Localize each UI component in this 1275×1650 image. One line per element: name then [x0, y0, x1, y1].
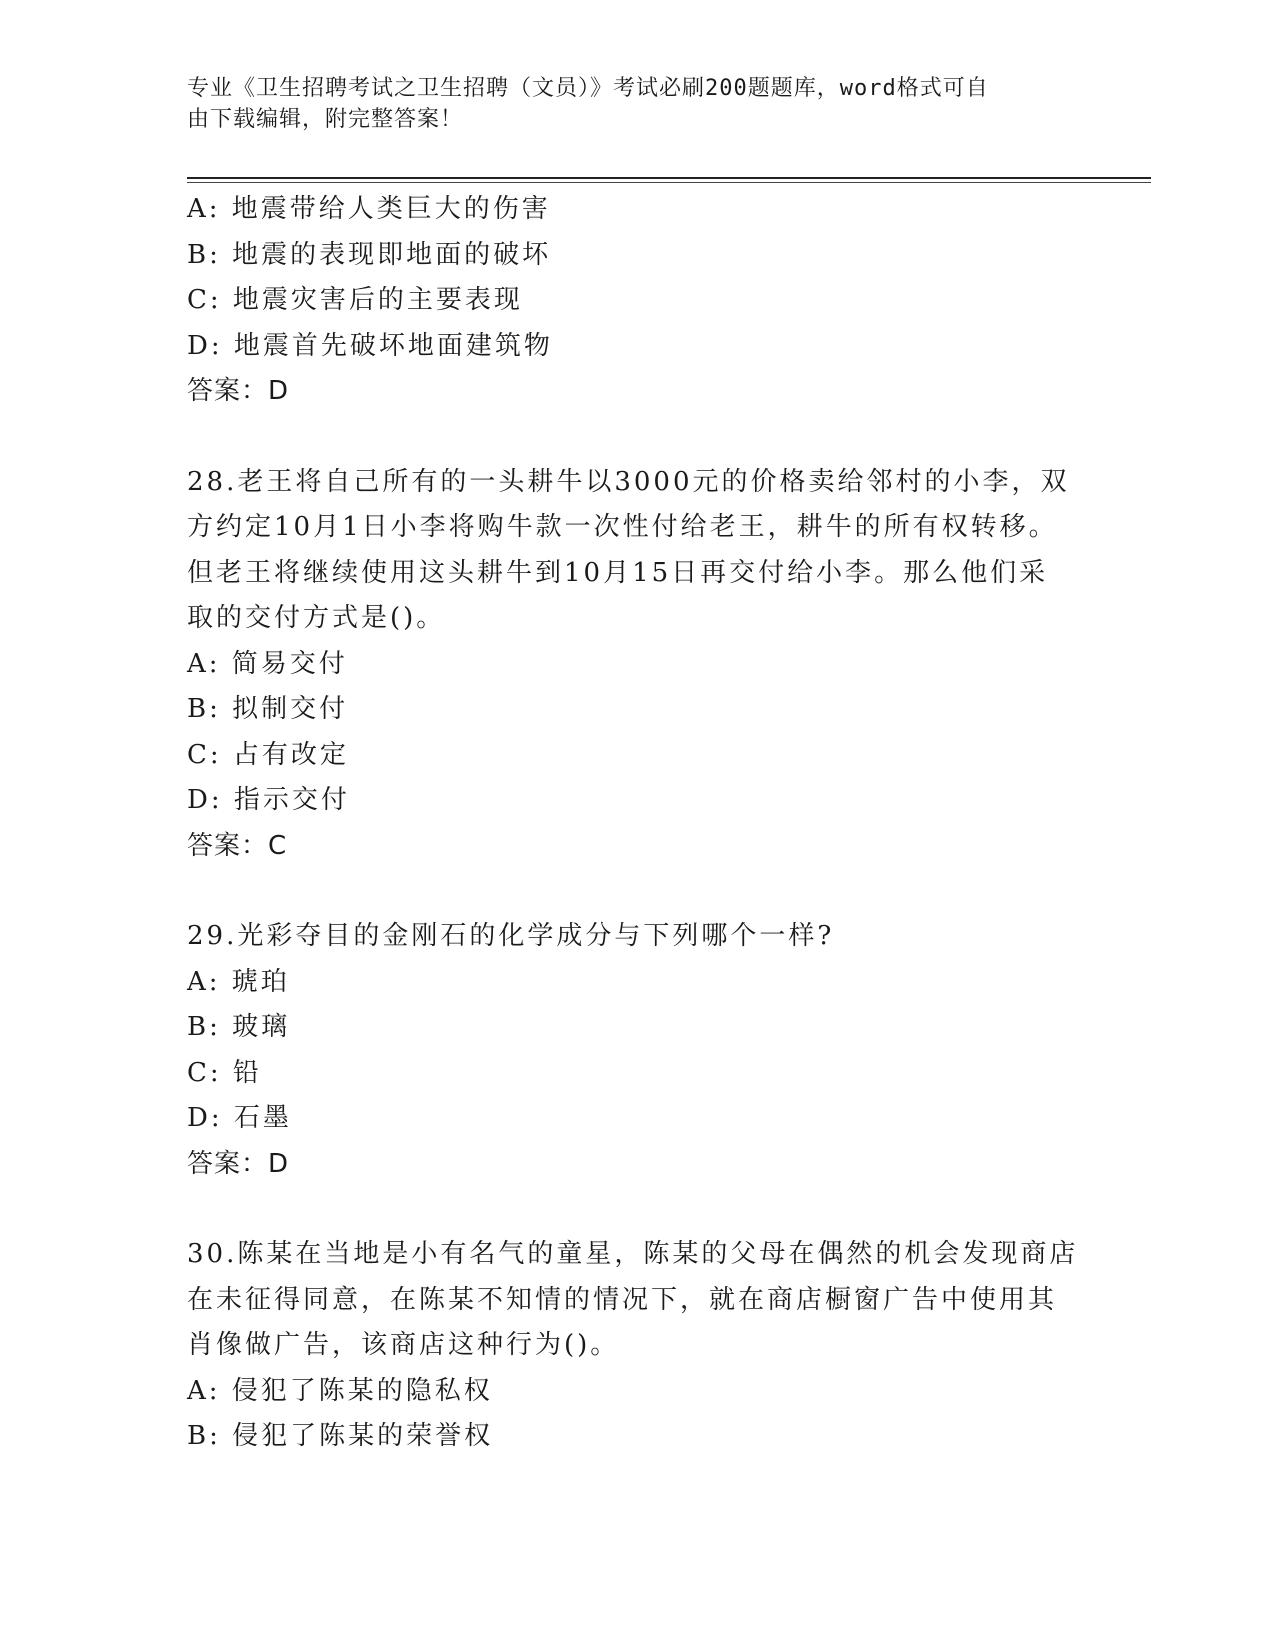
answer: 答案：D [187, 1148, 290, 1179]
question-stem-line: 在未征得同意，在陈某不知情的情况下，就在商店橱窗广告中使用其 [187, 1284, 1058, 1315]
option-c: C: 占有改定 [187, 739, 349, 770]
option-d: D: 地震首先破坏地面建筑物 [187, 330, 553, 361]
option-a: A: 简易交付 [187, 648, 348, 679]
question-stem-line: 29.光彩夺目的金刚石的化学成分与下列哪个一样? [187, 921, 835, 951]
answer: 答案：C [187, 830, 288, 861]
question-27 [187, 187, 1087, 415]
option-c: C: 铅 [187, 1057, 262, 1088]
option-d: D: 指示交付 [187, 785, 350, 815]
option-d: D: 石墨 [187, 1103, 292, 1133]
question-30 [187, 1232, 1087, 1460]
header-divider-thin [187, 182, 1151, 183]
question-list [187, 187, 1087, 1460]
question-stem-line: 取的交付方式是()。 [187, 603, 446, 633]
option-a: A: 琥珀 [187, 966, 290, 997]
question-stem-line: 方约定10月1日小李将购牛款一次性付给老王，耕牛的所有权转移。 [187, 512, 1058, 542]
question-stem-line: 30.陈某在当地是小有名气的童星，陈某的父母在偶然的机会发现商店 [187, 1239, 1079, 1269]
question-stem-line: 28.老王将自己所有的一头耕牛以3000元的价格卖给邻村的小李，双 [187, 466, 1070, 497]
answer: 答案：D [187, 376, 290, 406]
question-spacer [187, 415, 1087, 460]
question-28 [187, 460, 1087, 870]
option-b: B: 玻璃 [187, 1012, 291, 1042]
option-a: A: 侵犯了陈某的隐私权 [187, 1375, 493, 1406]
option-b: B: 拟制交付 [187, 694, 349, 724]
header-intro-line-2: 由下载编辑，附完整答案！ [187, 107, 464, 132]
header-divider-thick [187, 177, 1151, 179]
question-spacer [187, 1187, 1087, 1232]
option-b: B: 侵犯了陈某的荣誉权 [187, 1421, 494, 1451]
question-29 [187, 914, 1087, 1187]
document-header [187, 73, 1087, 135]
question-spacer [187, 869, 1087, 914]
option-a: A: 地震带给人类巨大的伤害 [187, 194, 551, 224]
question-stem-line: 肖像做广告，该商店这种行为()。 [187, 1330, 620, 1360]
header-intro-line-1: 专业《卫生招聘考试之卫生招聘（文员）》考试必刷200题题库，word格式可自 [187, 76, 989, 101]
question-stem-line: 但老王将继续使用这头耕牛到10月15日再交付给小李。那么他们采 [187, 557, 1049, 588]
option-b: B: 地震的表现即地面的破坏 [187, 239, 552, 270]
option-c: C: 地震灾害后的主要表现 [187, 285, 523, 315]
